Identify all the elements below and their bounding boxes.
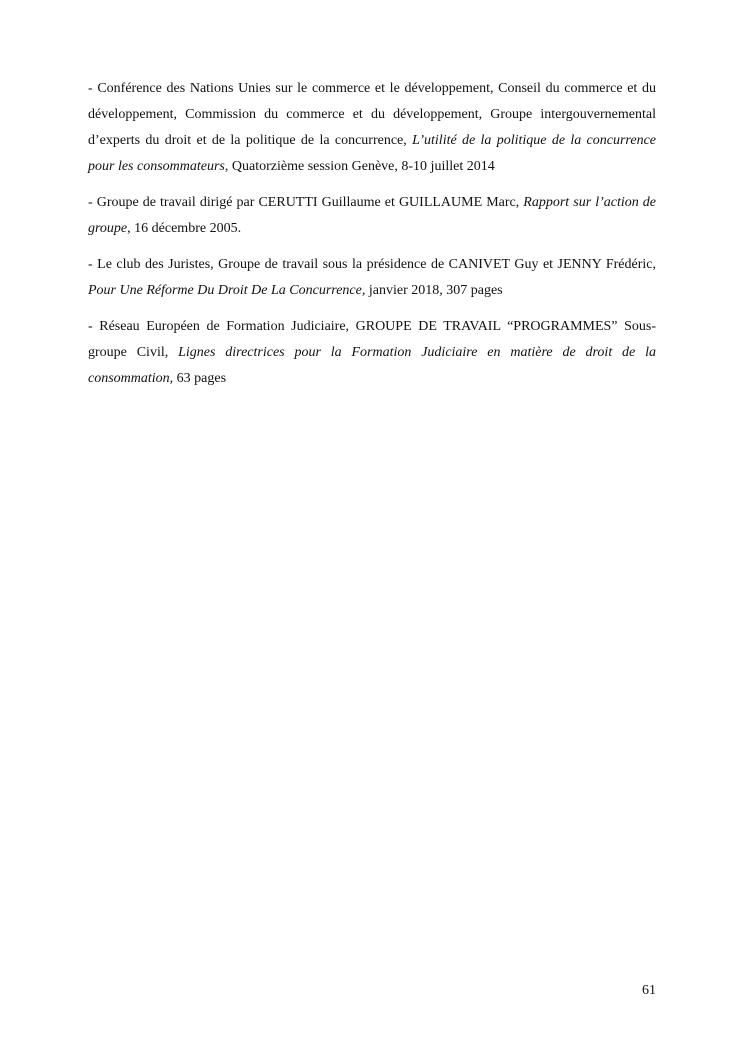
- reference-details: , 16 décembre 2005.: [127, 221, 242, 236]
- reference-authors: - Réseau Européen de Formation Judiciaire, GROUPE DE TRAVAIL “PROGRAMMES” Sous-groupe Civil,: [88, 319, 656, 360]
- reference-title: Pour Une Réforme Du Droit De La Concurrence,: [88, 283, 366, 298]
- reference-details: 63 pages: [173, 371, 227, 386]
- reference-entry-1: [88, 76, 656, 180]
- document-body: [88, 76, 656, 402]
- reference-authors: - Conférence des Nations Unies sur le commerce et le développement, Conseil du commerce et du développement, Commission du commerce et du développement, Groupe intergouvernemental d’experts du droit et de la politique de la concurrence,: [88, 81, 656, 148]
- reference-entry-2: [88, 190, 656, 242]
- reference-authors: - Groupe de travail dirigé par CERUTTI Guillaume et GUILLAUME Marc,: [88, 195, 524, 210]
- reference-title: Lignes directrices pour la Formation Judiciaire en matière de droit de la consommation,: [88, 345, 656, 386]
- reference-details: janvier 2018, 307 pages: [365, 283, 503, 298]
- reference-title: Rapport sur l’action de groupe: [88, 195, 657, 236]
- reference-authors: - Le club des Juristes, Groupe de travail sous la présidence de CANIVET Guy et JENNY Frédéric,: [88, 257, 656, 272]
- reference-details: , Quatorzième session Genève, 8-10 juillet 2014: [224, 159, 495, 174]
- reference-entry-4: [88, 314, 656, 392]
- reference-entry-3: [88, 252, 656, 304]
- reference-title: L’utilité de la politique de la concurrence pour les consommateurs: [88, 133, 656, 174]
- page-number: 61: [642, 983, 656, 998]
